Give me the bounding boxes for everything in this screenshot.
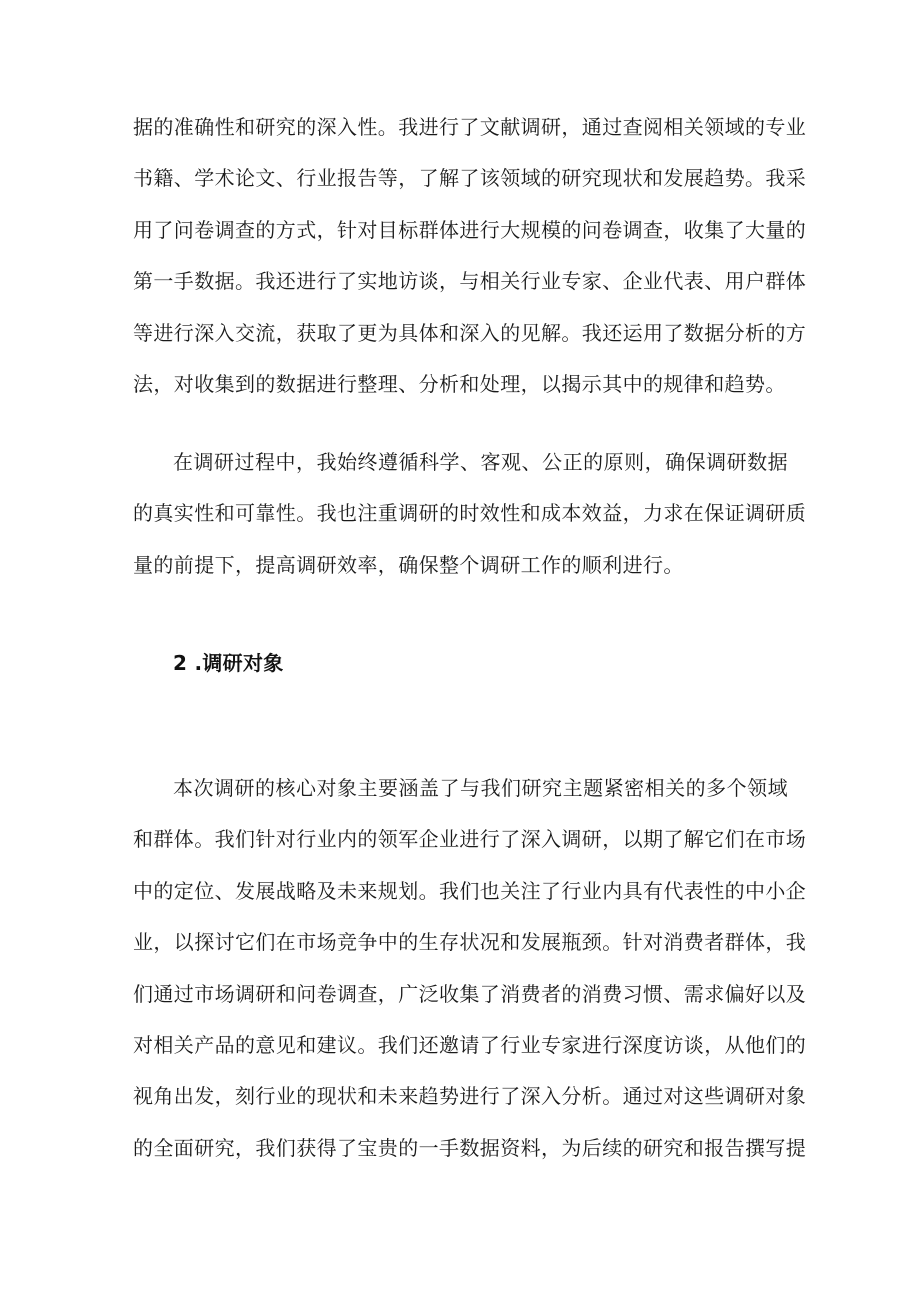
paragraph-line: 据的准确性和研究的深入性。我进行了文献调研，通过查阅相关领域的专业 xyxy=(133,115,807,139)
paragraph-line: 业，以探讨它们在市场竞争中的生存状况和发展瓶颈。针对消费者群体，我 xyxy=(133,930,807,955)
paragraph-line: 等进行深入交流，获取了更为具体和深入的见解。我还运用了数据分析的方 xyxy=(133,320,807,345)
paragraph-line: 和群体。我们针对行业内的领军企业进行了深入调研，以期了解它们在市场 xyxy=(133,827,807,852)
paragraph-line: 对相关产品的意见和建议。我们还邀请了行业专家进行深度访谈，从他们的 xyxy=(133,1032,807,1057)
paragraph-line: 本次调研的核心对象主要涵盖了与我们研究主题紧密相关的多个领域 xyxy=(173,776,788,800)
paragraph-research-principles xyxy=(133,437,807,591)
paragraph-line: 中的定位、发展战略及未来规划。我们也关注了行业内具有代表性的中小企 xyxy=(133,878,807,903)
paragraph-line: 在调研过程中，我始终遵循科学、客观、公正的原则，确保调研数据 xyxy=(173,450,788,474)
paragraph-line: 们通过市场调研和问卷调查，广泛收集了消费者的消费习惯、需求偏好以及 xyxy=(133,981,807,1006)
paragraph-line: 量的前提下，提高调研效率，确保整个调研工作的顺利进行。 xyxy=(133,552,684,577)
paragraph-line: 第一手数据。我还进行了实地访谈，与相关行业专家、企业代表、用户群体 xyxy=(133,269,807,294)
section-heading: 2 .调研对象 xyxy=(173,651,284,675)
paragraph-line: 用了问卷调查的方式，针对目标群体进行大规模的问卷调查，收集了大量的 xyxy=(133,217,807,242)
paragraph-line: 书籍、学术论文、行业报告等，了解了该领域的研究现状和发展趋势。我采 xyxy=(133,166,807,191)
paragraph-line: 的真实性和可靠性。我也注重调研的时效性和成本效益，力求在保证调研质 xyxy=(133,501,807,526)
paragraph-research-subjects xyxy=(133,763,807,1174)
paragraph-line: 视角出发，刻行业的现状和未来趋势进行了深入分析。通过对这些调研对象 xyxy=(133,1084,807,1109)
paragraph-research-methods xyxy=(133,102,807,410)
paragraph-line: 的全面研究，我们获得了宝贵的一手数据资料，为后续的研究和报告撰写提 xyxy=(133,1135,807,1160)
paragraph-line: 法，对收集到的数据进行整理、分析和处理，以揭示其中的规律和趋势。 xyxy=(133,371,786,396)
